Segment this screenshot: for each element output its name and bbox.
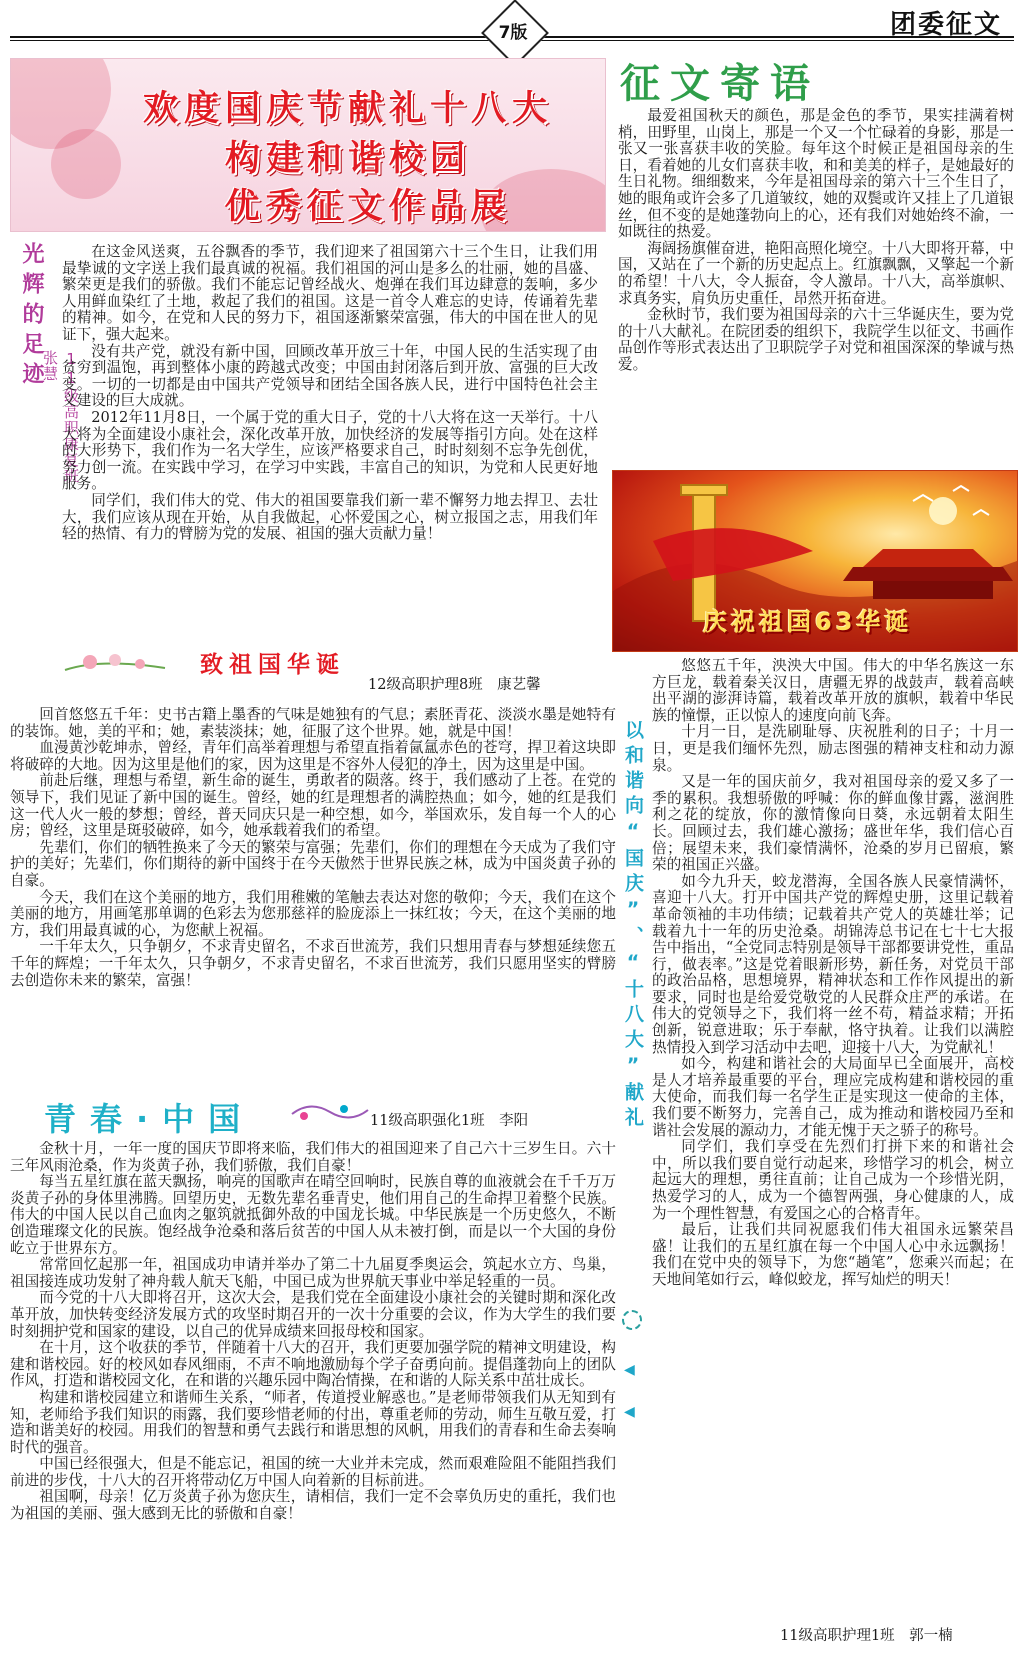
essay4-paragraph: 最后，让我们共同祝愿我们伟大祖国永远繁荣昌盛！让我们的五星红旗在每一个中国人心中永远飘扬！我们在党中央的领导下，为您“趟笔”，您乘兴而起；在天地间笔如行云，峰似蛟龙，挥写灿烂的明天！ — [652, 1221, 1014, 1288]
message-paragraph: 海阔扬旗催奋进，艳阳高照化境空。十八大即将开幕，中国，又站在了一个新的历史起点上。红旗飘飘，又擎起一个新的希望！十八大，令人振奋，令人激昂。十八大，高举旗帜、求真务实，肩负历史重任，昂然开拓奋进。 — [618, 239, 1014, 307]
essay3-paragraph: 构建和谐校园建立和谐师生关系，“师者，传道授业解惑也。”是老师带领我们从无知到有知，老师给予我们知识的雨露，我们要珍惜老师的付出，尊重老师的劳动，师生互敬互爱，打造和谐美好的校园。用我们的智慧和勇气去践行和谐思想的风帆，用我们的青春和生命去奏响时代的强音。 — [10, 1388, 616, 1456]
essay1-body — [62, 244, 598, 626]
celebration-illustration — [612, 470, 1018, 652]
essay4-paragraph: 如今九升天，蛟龙潜海，全国各族人民豪情满怀，喜迎十八大。打开中国共产党的辉煌史册，这里记载着革命领袖的丰功伟绩；记载着共产党人的英雄壮举；记载着九十一年的历史沧桑。胡锦涛总书记在七十七大报告中指出，“全党同志特别是领导干部都要讲党性，重品行，做表率。”这是党着眼新形势，新任务，对党员干部的政治品格，思想境界，精神状态和工作作风提出的新要求，同时也是给爱党敬党的人民群众庄严的承诺。在伟大的党领导之下，我们将一丝不苟，精益求精；开拓创新，锐意进取；乐于奉献，恪守执着。让我们以满腔热情投入到学习活动中去吧，迎接十八大，为党献礼！ — [652, 872, 1014, 1056]
message-body — [618, 108, 1014, 464]
banner-line-3: 优秀征文作品展 — [224, 187, 512, 227]
essay3-decoration — [290, 1100, 370, 1124]
essay3-paragraph: 每当五星红旗在蓝天飘扬，响亮的国歌声在晴空回响时，民族自尊的血液就会在千千万万炎黄子孙的身体里沸腾。回望历史，无数先辈名垂青史，他们用自己的生命捍卫着整个民族。伟大的中国人民以自己血肉之躯筑就抵御外敌的中国龙长城。中华民族是一个历史悠久，不断创造璀璨文化的民族。饱经战争沧桑和落后贫苦的中国人从未被打倒，而是以一个大国的身份屹立于世界东方。 — [10, 1173, 616, 1257]
essay4-paragraph: 十月一日，是洗刷耻辱、庆祝胜利的日子；十月一日，更是我们缅怀先烈，励志图强的精神支柱和动力源泉。 — [652, 723, 1014, 774]
essay4-paragraph: 如今，构建和谐社会的大局面早已全面展开，高校是人才培养最重要的平台，理应完成构建和谐校园的重大使命，而我们每一名学生正是实现这一使命的主体，我们要不断努力，完善自己，成为推动和谐校园乃至和谐社会发展的源动力，才能无愧于天之骄子的称号。 — [652, 1055, 1014, 1139]
essay2-paragraph: 今天，我们在这个美丽的地方，我们用稚嫩的笔触去表达对您的敬仰；今天，我们在这个美丽的地方，用画笔那单调的色彩去为您那慈祥的脸庞添上一抹红妆；今天，在这个美丽的地方，我们用最真诚的心，为您献上祝福。 — [10, 888, 616, 939]
essay4-author: 11级高职护理1班 郭一楠 — [780, 1628, 953, 1644]
essay3-paragraph: 常常回忆起那一年，祖国成功申请并举办了第二十九届夏季奥运会，筑起水立方、鸟巢，祖国接连成功发射了神舟载人航天飞船，中国已成为世界航天事业中举足轻重的一员。 — [10, 1256, 616, 1290]
essay3-title: 青春·中国 — [44, 1100, 255, 1138]
essay2-paragraph: 血漫黄沙乾坤赤，曾经，青年们高举着理想与希望直指着氤氲赤色的苍穹，捍卫着这块即将破碎的大地。因为这里是他们的家，因为这里是不容外人侵犯的净土，因为这里是中国。 — [10, 739, 616, 773]
essay2-body — [10, 707, 616, 1077]
essay2-paragraph: 回首悠悠五千年：史书古籍上墨香的气味是她独有的气息；素胚青花、淡淡水墨是她特有的装饰。她，美的平和；她，素装淡抹；她，征服了这个世界。她，就是中国！ — [10, 707, 616, 740]
flower-sprig-icon — [60, 650, 170, 676]
essay1-side-title: 光辉的足迹 — [19, 242, 44, 392]
decor-arrow-icon: ◀ — [624, 1404, 635, 1420]
decor-arrow-icon: ◀ — [624, 1362, 635, 1378]
essay3-paragraph: 金秋十月，一年一度的国庆节即将来临，我们伟大的祖国迎来了自己六十三岁生日。六十三年风雨沧桑，作为炎黄子孙，我们骄傲，我们自豪！ — [10, 1141, 616, 1174]
essay4-body — [652, 658, 1014, 1620]
swirl-decoration-icon — [290, 1100, 370, 1124]
essay2-paragraph: 一千年太久，只争朝夕，不求青史留名，不求百世流芳，我们只想用青春与梦想延续您五千年的辉煌；一千年太久，只争朝夕，不求青史留名，不求百世流芳，我们只愿用坚实的臂膀去创造你未来的繁荣，富强！ — [10, 938, 616, 989]
essay3-author: 11级高职强化1班 李阳 — [370, 1113, 529, 1129]
message-paragraph: 最爱祖国秋天的颜色，那是金色的季节，果实挂满着树梢，田野里，山岗上，那是一个又一个忙碌着的身影，那是一张又一张喜获丰收的笑脸。每年这个时候正是祖国母亲的生日，看着她的儿女们喜获丰收，和和美美的样子，是她最好的生日礼物。细细数来，今年是祖国母亲的第六十三个生日了，她的眼角或许会多了几道皱纹，她的双鬓或许又挂上了几道银丝，但不变的是她蓬勃向上的心，还有我们对她始终不渝，一如既往的热爱。 — [618, 108, 1014, 241]
essay1-paragraph: 在这金风送爽，五谷飘香的季节，我们迎来了祖国第六十三个生日，让我们用最挚诚的文字送上我们最真诚的祝福。我们祖国的河山是多么的壮丽，她的昌盛、繁荣更是我们的骄傲。我们不能忘记曾经战火、炮弹在我们耳边肆意的轰响，多少人用鲜血染红了土地，救起了我们的祖国。这是一首令人难忘的史诗，传诵着先辈的精神。如今，在党和人民的努力下，祖国逐渐繁荣富强，伟大的中国在世人的见证下，强大起来。 — [62, 244, 598, 343]
essay1-paragraph: 2012年11月8日，一个属于党的重大日子，党的十八大将在这一天举行。十八大将为全面建设小康社会，深化改革开放，加快经济的发展等指引方向。处在这样的大形势下，我们作为一名大学生，应该严格要求自己，时时刻刻不忘争先创优，努力创一流。在实践中学习，在学习中实践，丰富自己的知识，为党和人民更好地服务。 — [62, 408, 598, 493]
essay4-side-title: 以和谐向“国庆”、“十八大”献礼 — [622, 720, 644, 1132]
banner-line-1: 欢度国庆节献礼十八大 — [142, 89, 553, 129]
essay1-paragraph: 没有共产党，就没有新中国，回顾改革开放三十年，中国人民的生活实现了由贫穷到温饱，再到整体小康的跨越式改变；中国由封闭落后到开放、富强的巨大改变。一切的一切都是由中国共产党领导和团结全国各族人民，进行中国特色社会主义建设的巨大成就。 — [62, 342, 598, 410]
essay2-title: 致祖国华诞 — [200, 652, 345, 678]
essay2-paragraph: 前赴后继，理想与希望，新生命的诞生，勇敢者的陨落。终于，我们感动了上苍。在党的领导下，我们见证了新中国的诞生。曾经，她的红是理想者的满腔热血；如今，她的红是我们这一代人火一般的梦想；曾经，普天同庆只是一种空想，如今，举国欢乐，发自每一个人的心房；曾经，这里是斑驳破碎，如今，她承载着我们的希望。 — [10, 772, 616, 840]
essay4-paragraph: 又是一年的国庆前夕，我对祖国母亲的爱又多了一季的累积。我想骄傲的呼喊：你的鲜血像甘露，滋润胜利之花的绽放，你的激情像向日葵，永远朝着太阳生长。回顾过去，我们雄心激扬；盛世年华，我们信心百倍；展望未来，我们豪情满怀，沧桑的岁月已留痕，繁荣的祖国正兴盛。 — [652, 773, 1014, 874]
message-title: 征文寄语 — [620, 61, 820, 107]
illustration-caption: 庆祝祖国63华诞 — [703, 608, 913, 636]
essay3-paragraph: 祖国啊，母亲！亿万炎黄子孙为您庆生，请相信，我们一定不会辜负历史的重托，我们也为祖国的美丽、强大感到无比的骄傲和自豪！ — [10, 1488, 616, 1523]
essay4-paragraph: 悠悠五千年，泱泱大中国。伟大的中华名族这一东方巨龙，载着秦关汉日，唐疆无界的战鼓声，载着高峡出平湖的澎湃诗篇，载着改革开放的旗帜，载着中华民族的憧憬，正以惊人的速度向前飞奔。 — [652, 658, 1014, 724]
section-name: 团委征文 — [889, 10, 1002, 40]
essay1-paragraph: 同学们，我们伟大的党、伟大的祖国要靠我们新一辈不懈努力地去捍卫、去壮大，我们应该从现在开始，从自我做起，心怀爱国之心，树立报国之志，用我们年轻的热情、有力的臂膀为党的发展、祖国的强大贡献力量！ — [62, 491, 598, 543]
essay1-author: 11级高职康复班 张慧 — [41, 350, 80, 484]
page-number: 7版 — [498, 23, 528, 43]
title-banner — [10, 58, 606, 232]
essay3-paragraph: 在十月，这个收获的季节，伴随着十八大的召开，我们更要加强学院的精神文明建设，构建和谐校园。好的校风如春风细雨，不声不响地激励每个学子奋勇向前。提倡蓬勃向上的团队作风，打造和谐校园文化，在和谐的兴趣乐园中陶冶情操，在和谐的人际关系中茁壮成长。 — [10, 1339, 616, 1390]
message-paragraph: 金秋时节，我们要为祖国母亲的六十三华诞庆生，要为党的十八大献礼。在院团委的组织下，我院学生以征文、书画作品创作等形式表达出了卫职院学子对党和祖国深深的挚诚与热爱。 — [618, 306, 1014, 373]
banner-line-2: 构建和谐校园 — [224, 139, 471, 179]
essay4-paragraph: 同学们，我们享受在先烈们打拼下来的和谐社会中，所以我们要自觉行动起来，珍惜学习的机会，树立起远大的理想，勇往直前；让自己成为一个珍惜光阴，热爱学习的人，成为一个德智两强，身心健康的人，成为一个理性智慧，有爱国之心的合格青年。 — [652, 1138, 1014, 1222]
essay3-paragraph: 中国已经很强大，但是不能忘记，祖国的统一大业并未完成，然而艰难险阻不能阻挡我们前进的步伐，十八大的召开将带动亿万中国人向着新的目标前进。 — [10, 1455, 616, 1489]
essay2-paragraph: 先辈们，你们的牺牲换来了今天的繁荣与富强；先辈们，你们的理想在今天成为了我们守护的美好；先辈们，你们期待的新中国终于在今天傲然于世界民族之林，成为中国炎黄子孙的自豪。 — [10, 838, 616, 889]
essay2-decoration — [60, 650, 170, 676]
essay2-author: 12级高职护理8班 康艺馨 — [368, 677, 541, 693]
decor-flower-icon — [622, 1310, 642, 1330]
essay3-paragraph: 而今党的十八大即将召开，这次大会，是我们党在全面建设小康社会的关键时期和深化改革开放，加快转变经济发展方式的攻坚时期召开的一次十分重要的会议，作为大学生的我们要时刻拥护党和国家的建设，以自己的优异成绩来回报母校和国家。 — [10, 1289, 616, 1340]
essay3-body — [10, 1141, 616, 1653]
